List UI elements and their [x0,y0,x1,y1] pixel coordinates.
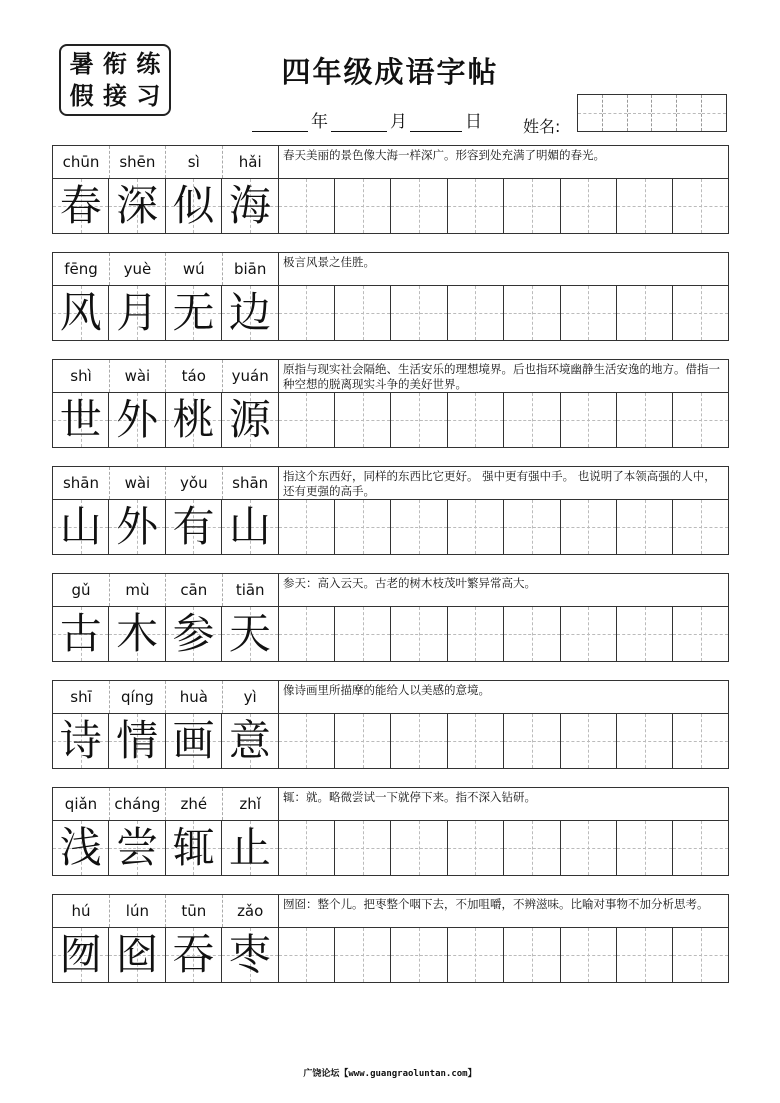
character-grid-row [52,714,729,769]
practice-cell[interactable] [673,500,728,554]
practice-cell[interactable] [448,179,504,233]
idiom-meaning: 参天：高入云天。古老的树木枝茂叶繁异常高大。 [283,576,536,590]
year-blank[interactable] [252,111,308,132]
practice-cell[interactable] [504,928,560,982]
grid-guide-vertical [419,286,420,340]
pinyin-syllable: mù [109,574,166,606]
practice-cell[interactable] [448,393,504,447]
grid-guide-vertical [645,500,646,554]
character-grid-row [52,500,729,555]
grid-guide-vertical [701,500,702,554]
practice-cell[interactable] [279,179,335,233]
grid-guide-vertical [419,179,420,233]
grid-guide-vertical [363,714,364,768]
practice-cell[interactable] [617,393,673,447]
grid-guide-vertical [701,393,702,447]
grid-guide-vertical [363,500,364,554]
practice-cell[interactable] [504,393,560,447]
practice-cell[interactable] [335,928,391,982]
character-grid-row [52,393,729,448]
pinyin-syllable: shān [53,467,110,499]
name-cell[interactable] [702,95,726,131]
practice-cell[interactable] [617,607,673,661]
model-character-cell [53,393,109,447]
page-title: 四年级成语字帖 [281,55,499,89]
practice-cell[interactable] [335,607,391,661]
pinyin-syllable: lún [109,895,166,927]
model-character: 吞 [172,930,215,979]
model-character: 世 [59,395,102,444]
grid-guide-vertical [363,393,364,447]
practice-cell[interactable] [504,179,560,233]
model-character: 古 [59,609,102,658]
pinyin-syllable: fēng [53,253,110,285]
practice-cell[interactable] [673,286,728,340]
model-character-cell [222,821,278,875]
model-character-cell [53,500,109,554]
practice-cell[interactable] [561,928,617,982]
model-character: 似 [172,181,215,230]
practice-cell[interactable] [391,821,447,875]
character-grid-row [52,928,729,983]
idiom-meaning: 囫囵：整个儿。把枣整个咽下去，不加咀嚼，不辨滋味。比喻对事物不加分析思考。 [283,897,709,911]
model-character-cell [109,607,165,661]
grid-guide-vertical [645,393,646,447]
practice-cell[interactable] [391,607,447,661]
grid-guide-vertical [532,821,533,875]
practice-cell[interactable] [335,821,391,875]
idiom-meaning: 原指与现实社会隔绝、生活安乐的理想境界。后也指环境幽静生活安逸的地方。借指一种空想的脱离现实斗争的美好世界。 [283,362,720,391]
footer-text: 广饶论坛【www.guangraoluntan.com】 [303,1069,477,1079]
logo-char: 衔 [102,49,127,78]
practice-cell[interactable] [561,179,617,233]
model-character-cell [53,286,109,340]
model-character-cell [222,286,278,340]
grid-guide-vertical [306,607,307,661]
grid-guide-vertical [645,714,646,768]
model-character-cell [53,607,109,661]
model-character: 深 [116,181,159,230]
pinyin-syllable: shēn [109,146,166,178]
grid-guide-vertical [588,928,589,982]
practice-cell[interactable] [561,393,617,447]
pinyin-syllable: wú [166,253,223,285]
model-character-cell [222,393,278,447]
grid-guide-vertical [363,607,364,661]
model-character: 外 [116,502,159,551]
idiom-block [52,573,729,667]
practice-cell[interactable] [673,714,728,768]
logo-stamp [59,44,171,116]
practice-cell[interactable] [448,714,504,768]
model-character: 有 [172,502,215,551]
practice-cell[interactable] [617,500,673,554]
practice-cell[interactable] [279,286,335,340]
idiom-meaning: 辄：就。略微尝试一下就停下来。指不深入钻研。 [283,790,536,804]
model-character: 意 [228,716,271,765]
grid-guide-vertical [532,286,533,340]
grid-guide-vertical [419,607,420,661]
practice-cell[interactable] [504,607,560,661]
grid-guide-vertical [419,821,420,875]
grid-guide-vertical [475,928,476,982]
grid-guide-vertical [475,393,476,447]
model-character: 诗 [59,716,102,765]
model-character: 浅 [59,823,102,872]
practice-cell[interactable] [391,286,447,340]
practice-cell[interactable] [279,500,335,554]
grid-guide-vertical [645,821,646,875]
pinyin-syllable: huà [166,681,223,713]
grid-guide-vertical [363,286,364,340]
grid-guide-vertical [363,179,364,233]
pinyin-syllable: yuè [109,253,166,285]
pinyin-syllable: zhé [166,788,223,820]
grid-guide-vertical [645,286,646,340]
model-character-cell [222,714,278,768]
practice-cell[interactable] [448,821,504,875]
practice-cell[interactable] [391,393,447,447]
grid-guide-vertical [701,928,702,982]
grid-guide-vertical [306,928,307,982]
practice-cell[interactable] [391,500,447,554]
model-character-cell [166,714,222,768]
pinyin-row [52,894,729,928]
idiom-meaning: 指这个东西好，同样的东西比它更好。 强中更有强中手。 也说明了本领高强的人中，还有更强的高手。 [283,469,716,498]
pinyin-syllable: sì [166,146,223,178]
practice-cell[interactable] [335,286,391,340]
name-cell[interactable] [578,95,603,131]
grid-guide-vertical [475,821,476,875]
model-character: 囫 [59,930,102,979]
pinyin-row [52,680,729,714]
model-character: 风 [59,288,102,337]
model-character-cell [222,179,278,233]
logo-char: 接 [102,81,127,110]
pinyin-syllable: cháng [109,788,166,820]
practice-cell[interactable] [673,928,728,982]
model-character: 无 [172,288,215,337]
model-character: 月 [116,288,159,337]
day-blank[interactable] [410,111,462,132]
grid-guide-vertical [532,500,533,554]
practice-cell[interactable] [335,500,391,554]
practice-cell[interactable] [335,179,391,233]
grid-guide-vertical [419,928,420,982]
date-line [252,108,485,132]
practice-cell[interactable] [673,179,728,233]
model-character-cell [166,500,222,554]
pinyin-row [52,252,729,286]
practice-cell[interactable] [561,821,617,875]
name-field[interactable] [577,94,727,132]
pinyin-syllable: yì [222,681,279,713]
grid-guide-vertical [419,714,420,768]
model-character-cell [109,821,165,875]
grid-guide-vertical [588,714,589,768]
practice-cell[interactable] [617,928,673,982]
name-label: 姓名: [523,117,561,136]
logo-char: 习 [136,81,161,110]
idiom-block [52,466,729,560]
pinyin-syllable: gǔ [53,574,110,606]
model-character: 山 [228,502,271,551]
practice-cell[interactable] [673,821,728,875]
grid-guide-vertical [475,607,476,661]
model-character-cell [109,928,165,982]
model-character-cell [222,500,278,554]
grid-guide-vertical [532,607,533,661]
model-character-cell [109,393,165,447]
grid-guide-vertical [588,500,589,554]
grid-guide-vertical [306,714,307,768]
pinyin-row [52,787,729,821]
practice-cell[interactable] [504,821,560,875]
grid-guide-vertical [475,500,476,554]
pinyin-syllable: yǒu [166,467,223,499]
character-grid-row [52,607,729,662]
grid-guide-vertical [701,286,702,340]
practice-cell[interactable] [279,393,335,447]
model-character: 画 [172,716,215,765]
model-character-cell [109,286,165,340]
pinyin-syllable: cān [166,574,223,606]
idiom-block [52,787,729,881]
grid-guide-vertical [645,179,646,233]
model-character-cell [166,179,222,233]
practice-cell[interactable] [673,393,728,447]
logo-char: 暑 [69,49,94,78]
model-character: 木 [116,609,159,658]
practice-cell[interactable] [561,714,617,768]
grid-guide-vertical [701,714,702,768]
model-character: 山 [59,502,102,551]
pinyin-syllable: zǎo [222,895,279,927]
pinyin-syllable: shī [53,681,110,713]
model-character-cell [109,500,165,554]
grid-guide-vertical [475,286,476,340]
practice-cell[interactable] [279,607,335,661]
pinyin-syllable: shān [222,467,279,499]
pinyin-syllable: tūn [166,895,223,927]
model-character-cell [53,821,109,875]
model-character: 边 [228,288,271,337]
practice-cell[interactable] [279,928,335,982]
model-character-cell [53,714,109,768]
grid-guide-vertical [475,179,476,233]
day-label: 日 [465,112,482,132]
pinyin-syllable: hǎi [222,146,279,178]
character-grid-row [52,821,729,876]
practice-cell[interactable] [335,393,391,447]
pinyin-syllable: hú [53,895,110,927]
logo-char: 练 [136,49,161,78]
grid-guide-vertical [532,179,533,233]
pinyin-syllable: wài [109,360,166,392]
pinyin-syllable: tiān [222,574,279,606]
practice-cell[interactable] [391,179,447,233]
grid-guide-vertical [475,714,476,768]
model-character: 天 [228,609,271,658]
pinyin-row [52,145,729,179]
practice-cell[interactable] [448,500,504,554]
grid-guide-vertical [588,179,589,233]
grid-guide-vertical [532,714,533,768]
practice-cell[interactable] [279,714,335,768]
practice-cell[interactable] [391,714,447,768]
model-character: 桃 [172,395,215,444]
practice-cell[interactable] [617,286,673,340]
grid-guide-vertical [588,286,589,340]
pinyin-syllable: táo [166,360,223,392]
model-character: 外 [116,395,159,444]
grid-guide-vertical [645,607,646,661]
grid-guide-vertical [532,393,533,447]
grid-guide-vertical [306,393,307,447]
model-character-cell [166,928,222,982]
pinyin-syllable: biān [222,253,279,285]
grid-guide-vertical [306,821,307,875]
model-character: 辄 [172,823,215,872]
grid-guide-vertical [588,821,589,875]
model-character-cell [109,179,165,233]
idiom-block [52,359,729,453]
idiom-meaning: 极言风景之佳胜。 [283,255,375,269]
model-character: 海 [228,181,271,230]
model-character-cell [53,179,109,233]
grid-guide-vertical [532,928,533,982]
grid-guide-vertical [306,286,307,340]
practice-cell[interactable] [504,714,560,768]
practice-cell[interactable] [617,714,673,768]
idiom-meaning: 春天美丽的景色像大海一样深广。形容到处充满了明媚的春光。 [283,148,605,162]
grid-guide-vertical [701,607,702,661]
grid-guide-vertical [306,500,307,554]
model-character: 参 [172,609,215,658]
idiom-block [52,252,729,346]
model-character-cell [109,714,165,768]
pinyin-row [52,466,729,500]
practice-cell[interactable] [617,821,673,875]
practice-cell[interactable] [448,286,504,340]
practice-cell[interactable] [391,928,447,982]
character-grid-row [52,286,729,341]
pinyin-syllable: zhǐ [222,788,279,820]
pinyin-row [52,573,729,607]
model-character: 止 [228,823,271,872]
pinyin-syllable: wài [109,467,166,499]
model-character: 囵 [116,930,159,979]
model-character-cell [166,286,222,340]
grid-guide-vertical [701,821,702,875]
model-character: 尝 [116,823,159,872]
idiom-block [52,145,729,239]
grid-guide-vertical [419,500,420,554]
grid-guide-vertical [363,821,364,875]
pinyin-syllable: yuán [222,360,279,392]
model-character: 源 [228,395,271,444]
model-character-cell [166,607,222,661]
idiom-meaning: 像诗画里所描摩的能给人以美感的意境。 [283,683,490,697]
pinyin-row [52,359,729,393]
practice-cell[interactable] [504,286,560,340]
pinyin-syllable: shì [53,360,110,392]
pinyin-syllable: chūn [53,146,110,178]
grid-guide-vertical [701,179,702,233]
practice-cell[interactable] [561,286,617,340]
model-character-cell [166,393,222,447]
practice-cell[interactable] [617,179,673,233]
pinyin-syllable: qiǎn [53,788,110,820]
grid-guide-vertical [588,607,589,661]
idiom-block [52,680,729,774]
name-cell[interactable] [603,95,628,131]
model-character-cell [166,821,222,875]
logo-char: 假 [69,81,94,110]
year-label: 年 [311,112,328,132]
month-blank[interactable] [331,111,387,132]
model-character: 枣 [228,930,271,979]
grid-guide-vertical [588,393,589,447]
name-cell[interactable] [677,95,702,131]
character-grid-row [52,179,729,234]
model-character-cell [53,928,109,982]
practice-cell[interactable] [448,607,504,661]
name-cell[interactable] [628,95,653,131]
practice-cell[interactable] [279,821,335,875]
model-character-cell [222,607,278,661]
pinyin-syllable: qíng [109,681,166,713]
practice-cell[interactable] [561,607,617,661]
model-character: 春 [59,181,102,230]
practice-cell[interactable] [504,500,560,554]
practice-cell[interactable] [335,714,391,768]
grid-guide-vertical [645,928,646,982]
name-cell[interactable] [652,95,677,131]
grid-guide-vertical [363,928,364,982]
month-label: 月 [390,112,407,132]
practice-cell[interactable] [561,500,617,554]
practice-cell[interactable] [673,607,728,661]
model-character-cell [222,928,278,982]
model-character: 情 [116,716,159,765]
idiom-block [52,894,729,988]
grid-guide-vertical [419,393,420,447]
grid-guide-vertical [306,179,307,233]
practice-cell[interactable] [448,928,504,982]
